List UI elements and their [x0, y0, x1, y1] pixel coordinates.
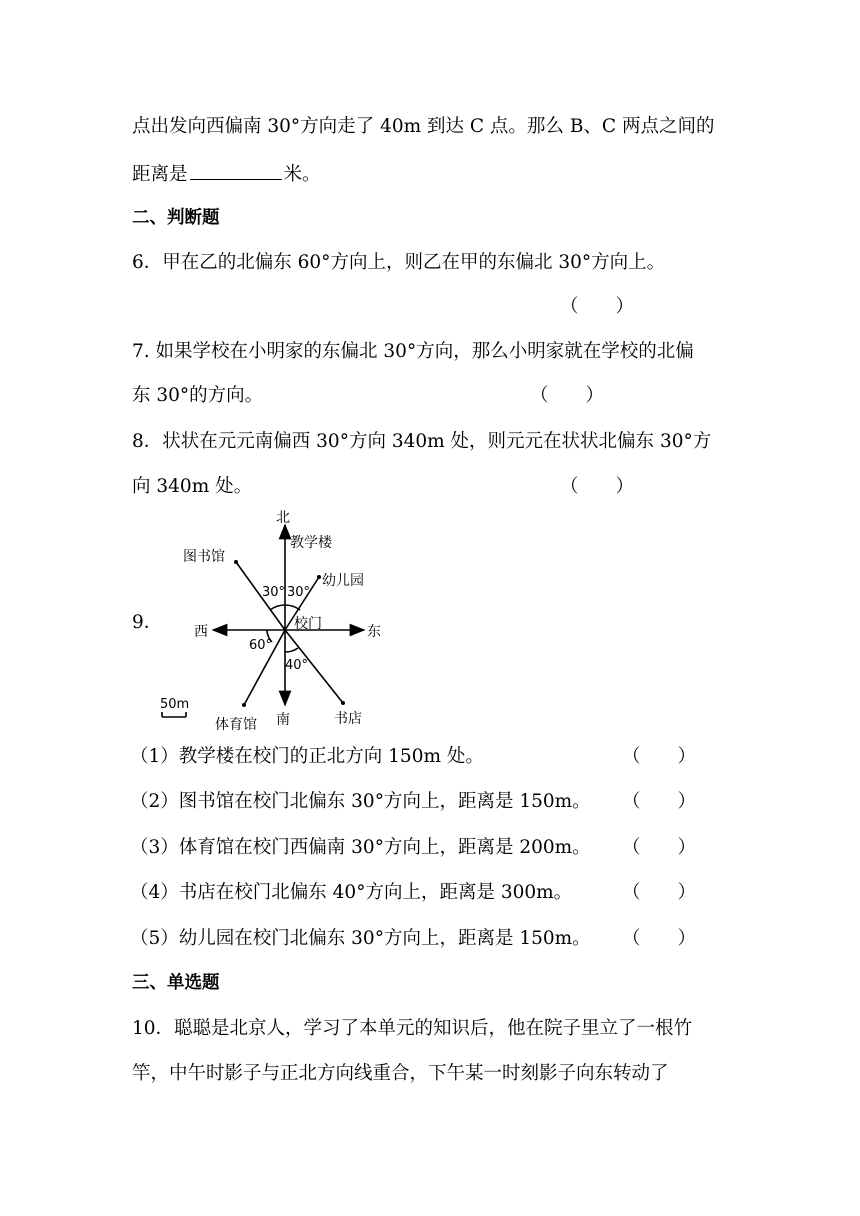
q10-line1: 10．聪聪是北京人，学习了本单元的知识后，他在院子里立了一根竹 — [132, 1018, 693, 1039]
kindergarten-ray — [285, 577, 319, 630]
angle-arc-gym — [267, 630, 272, 642]
library-label: 图书馆 — [183, 549, 225, 565]
q7-answer-paren: （ ） — [530, 385, 605, 406]
q9-item-5: （5）幼儿园在校门北偏东 30°方向上，距离是 150m。 — [130, 928, 591, 949]
q9-item-2-paren: （ ） — [622, 791, 697, 812]
q7-line1: 7. 如果学校在小明家的东偏北 30°方向，那么小明家就在学校的北偏 — [132, 341, 694, 362]
north-label: 北 — [276, 510, 290, 526]
teaching-building-label: 教学楼 — [290, 535, 332, 551]
q6-answer-paren: （ ） — [560, 296, 635, 317]
angle-arc-library — [270, 605, 285, 610]
bookstore-point — [341, 701, 345, 705]
q9-item-4: （4）书店在校门北偏东 40°方向上，距离是 300m。 — [130, 882, 573, 903]
angle-label-gym: 60° — [249, 638, 273, 653]
angle-label-bookstore: 40° — [285, 658, 309, 673]
q7-line2: 东 30°的方向。 — [132, 385, 264, 406]
section-heading-single-choice: 三、单选题 — [132, 973, 220, 993]
q9-item-5-paren: （ ） — [622, 928, 697, 949]
library-ray — [236, 562, 285, 630]
q9-item-2: （2）图书馆在校门北偏东 30°方向上，距离是 150m。 — [130, 791, 591, 812]
school-gate-label: 校门 — [294, 616, 322, 632]
q9-item-3-paren: （ ） — [622, 837, 697, 858]
section-heading-judgement: 二、判断题 — [132, 208, 220, 228]
kindergarten-label: 幼儿园 — [322, 573, 364, 589]
gym-point — [242, 703, 246, 707]
q9-item-4-paren: （ ） — [622, 882, 697, 903]
south-label: 南 — [276, 712, 290, 728]
q9-item-3: （3）体育馆在校门西偏南 30°方向上，距离是 200m。 — [130, 837, 591, 858]
scale-label: 50m — [160, 697, 190, 712]
bookstore-label: 书店 — [334, 711, 362, 727]
q5-line2-pre: 距离是 — [132, 164, 188, 185]
west-label: 西 — [194, 624, 208, 640]
q9-number: 9． — [132, 612, 163, 633]
q8-answer-paren: （ ） — [560, 476, 635, 497]
gym-label: 体育馆 — [215, 717, 257, 733]
bookstore-ray — [285, 630, 343, 703]
q8-line1: 8．状状在元元南偏西 30°方向 340m 处，则元元在状状北偏东 30°方 — [132, 431, 712, 452]
q5-line2-post: 米。 — [283, 164, 321, 185]
q5-line2 — [132, 163, 321, 185]
gym-ray — [244, 630, 285, 705]
angle-arc-bookstore — [285, 648, 298, 652]
q8-line2: 向 340m 处。 — [132, 476, 253, 497]
q5-line1: 点出发向西偏南 30°方向走了 40m 到达 C 点。那么 B、C 两点之间的 — [132, 116, 715, 137]
q9-item-1-paren: （ ） — [622, 746, 697, 767]
library-point — [234, 560, 238, 564]
angle-label-kindergarten: 30° — [287, 585, 311, 600]
angle-label-library: 30° — [262, 585, 286, 600]
q9-item-1: （1）教学楼在校门的正北方向 150m 处。 — [130, 746, 484, 767]
q6-text: 6．甲在乙的北偏东 60°方向上，则乙在甲的东偏北 30°方向上。 — [132, 252, 666, 273]
answer-blank — [190, 163, 282, 180]
kindergarten-point — [317, 575, 321, 579]
east-label: 东 — [367, 624, 381, 640]
q10-line2: 竿，中午时影子与正北方向线重合，下午某一时刻影子向东转动了 — [132, 1063, 669, 1084]
angle-arc-kindergarten — [285, 605, 300, 610]
